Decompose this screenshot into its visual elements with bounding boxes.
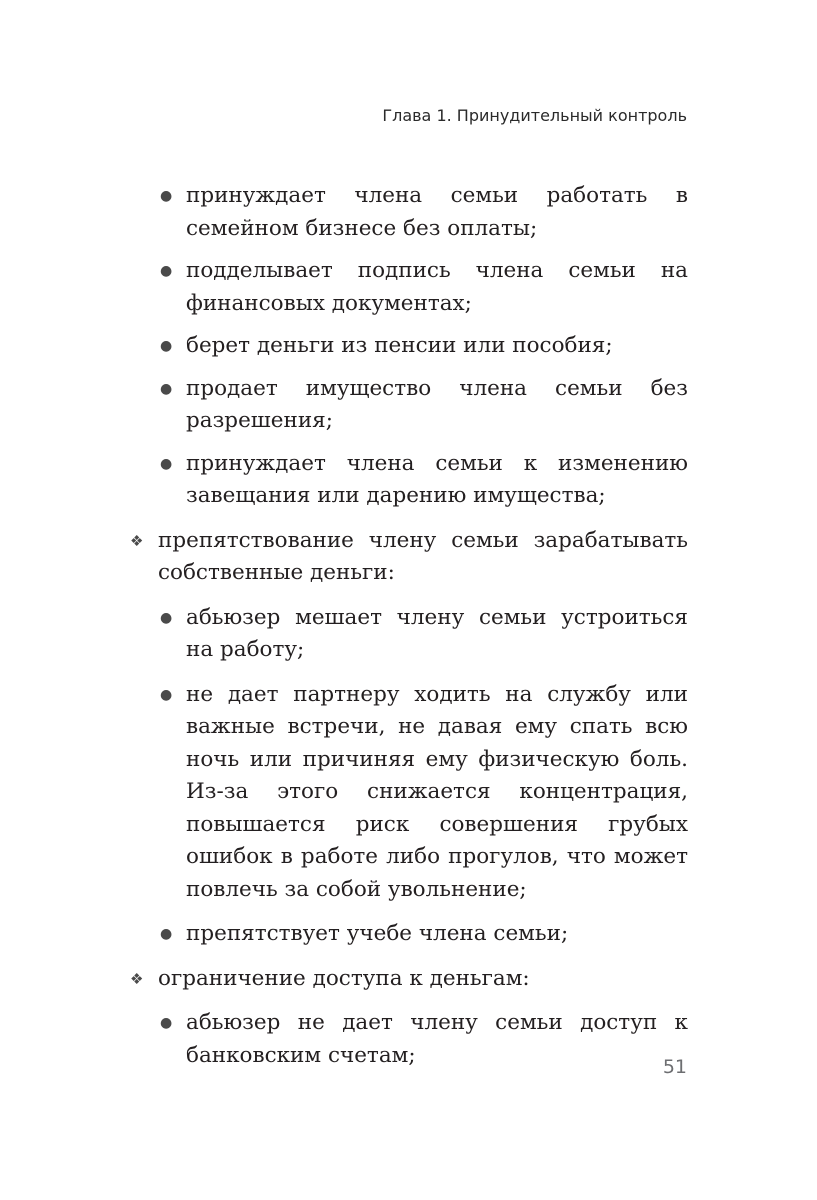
list-item-text: продает имущество члена семьи без разрешения;	[186, 375, 688, 433]
list-item-main	[130, 963, 688, 996]
list-item-text: препятствует учебе члена семьи;	[186, 921, 569, 946]
bullet-dot-icon: ●	[160, 609, 173, 626]
list-item-text: подделывает подпись члена семьи на финансовых документах;	[186, 258, 688, 316]
diamond-bullet-icon: ❖	[130, 531, 144, 550]
running-head-title: Глава 1. Принудительный контроль	[382, 106, 687, 125]
list-item	[130, 255, 688, 320]
list-item	[130, 330, 688, 363]
page-content	[130, 180, 688, 1072]
bullet-dot-icon: ●	[160, 188, 173, 204]
list-item-text: не дает партнеру ходить на службу или важные встречи, не давая ему спать всю ночь или причиняя ему физическую боль. Из-за этого снижается концентрация, повышается риск совершения грубых ошибок в работе либо прогулов, что может повлечь за собой увольнение;	[186, 681, 688, 902]
list-item	[130, 373, 688, 438]
bullet-dot-icon: ●	[160, 455, 173, 472]
diamond-bullet-icon: ❖	[130, 969, 144, 988]
bullet-dot-icon: ●	[160, 686, 173, 703]
page-number: 51	[662, 1056, 687, 1078]
list-item-text: препятствование члену семьи зарабатывать собственные деньги:	[158, 527, 688, 585]
list-item-main	[130, 525, 688, 590]
list-item-text: ограничение доступа к деньгам:	[158, 965, 530, 991]
list-item-text: абьюзер не дает члену семьи доступ к банковским счетам;	[186, 1010, 688, 1068]
list-item-text: принуждает члена семьи работать в семейном бизнесе без оплаты;	[186, 183, 688, 241]
list-item	[130, 918, 688, 951]
bullet-dot-icon: ●	[160, 338, 173, 354]
list-item-text: абьюзер мешает члену семьи устроиться на работу;	[186, 604, 688, 662]
bullet-dot-icon: ●	[160, 1015, 173, 1031]
list-item-text: берет деньги из пенсии или пособия;	[186, 333, 613, 358]
list-item	[130, 180, 688, 245]
list-item-text: принуждает члена семьи к изменению завещания или дарению имущества;	[186, 450, 688, 508]
bullet-dot-icon: ●	[160, 380, 173, 397]
list-item	[130, 1007, 688, 1072]
bullet-dot-icon: ●	[160, 263, 173, 279]
list-item	[130, 448, 688, 513]
list-item	[130, 602, 688, 667]
bullet-dot-icon: ●	[160, 926, 173, 942]
list-item	[130, 679, 688, 907]
